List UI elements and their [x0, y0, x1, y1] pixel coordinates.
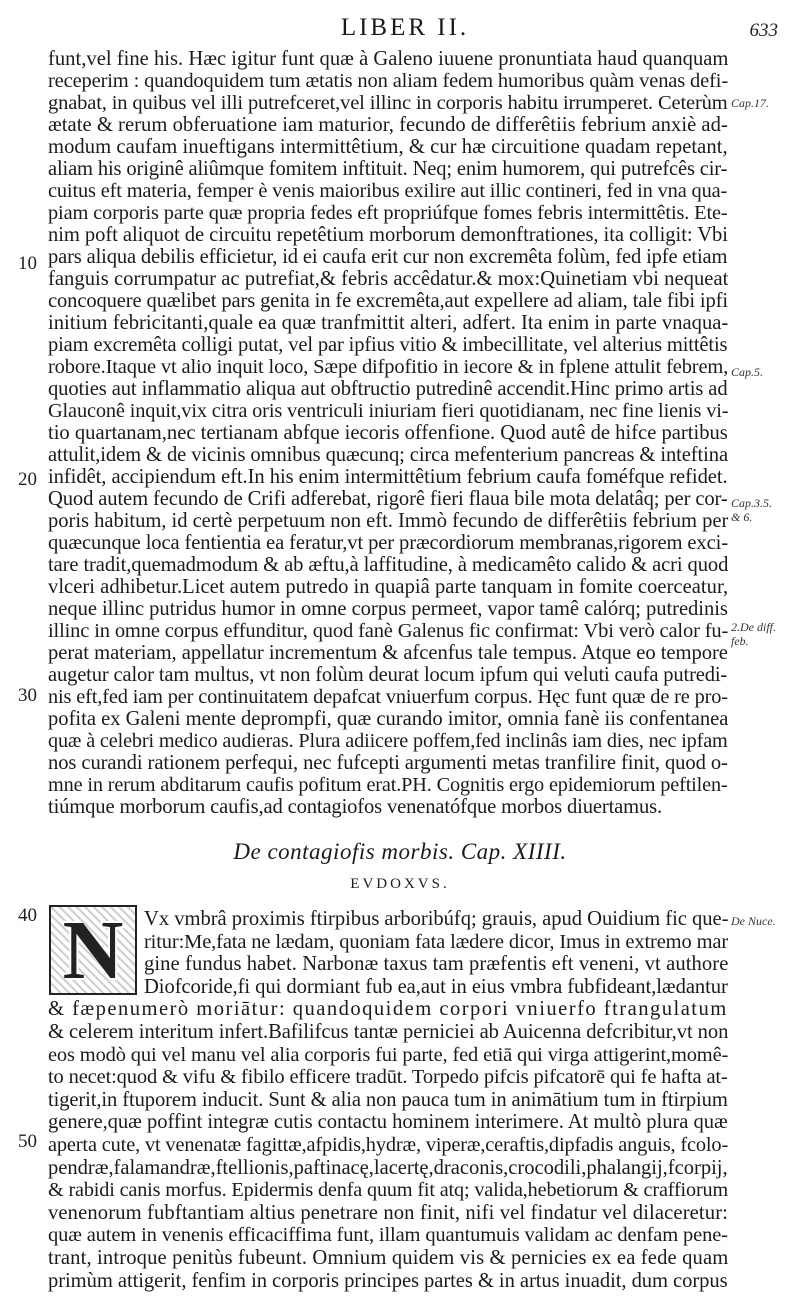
margin-note: Cap.3.5. & 6. [731, 496, 773, 524]
text-line: robore.Itaque vt alio inquit loco, Sæpe difpofitio in iecore & in fplene attulit febrem, [48, 356, 728, 378]
text-line: piam excremêta colligi putat, vel par ipfius vitio & imbecillitate, vel alterius mittêtis [48, 334, 728, 356]
text-line: & celerem interitum infert.Bafilifcus tantæ perniciei ab Auicenna defcribitur,vt non [48, 1021, 728, 1043]
text-line: neque illinc putridus humor in omne corpus permeet, vapor tamê calórq; putredinis [48, 598, 728, 620]
text-line: pendræ,falamandræ,ftellionis,paftinacę,lacertę,draconis,crocodili,phalangij,fcorpij, [48, 1156, 728, 1179]
text-line: gnabat, in quibus vel illi putrefceret,vel illinc in corporis habitu irrumperet. Ceterùm [48, 92, 728, 114]
line-number: 50 [18, 1131, 37, 1152]
text-line: nis eft,fed iam per continuitatem depafcat vniuerfum corpus. Hęc funt quæ de re pro- [48, 686, 728, 708]
decorated-initial [49, 905, 137, 995]
text-line: quæcunque loca fentientia ea feratur,vt per præcordiorum membranas,rigorem exci- [48, 532, 728, 554]
line-number: 20 [18, 469, 37, 490]
text-line: illinc in omne corpus effunditur, quod fanè Galenus fic confirmat: Vbi verò calor fu- [48, 620, 728, 642]
text-line: fanguis corrumpatur ac putrefiat,& febris accêdatur.& mox:Quinetiam vbi nequeat [48, 268, 728, 290]
text-line: Diofcoride,fi qui dormiant fub ea,aut in eius vmbra fubfideant,lædantur [144, 975, 728, 998]
text-line: quæ à celebri medico audieras. Plura adiicere poffem,fed inclinâs iam dies, nec ipfam [48, 730, 728, 752]
page-number: 633 [749, 20, 778, 41]
text-line: quoties aut inflammatio aliqua aut obftructio putredinê accendit.Hinc primo artis ad [48, 378, 728, 400]
text-line: cuitus eft materia, femper è venis maioribus exilire aut illic contineri, fed in vna qua- [48, 180, 728, 202]
text-line: Vx vmbrâ proximis ftirpibus arboribúfq; grauis, apud Ouidium fic que- [144, 908, 728, 930]
running-head: LIBER II. [340, 14, 470, 41]
text-line: concoquere quælibet pars genita in fe excremêta,aut expellere ad aliam, tale fibi ipfi [48, 290, 728, 312]
text-line: augetur calor tam multus, vt non folùm deurat locum ipfum qui veluti caufa putredi- [48, 664, 728, 686]
margin-note: Cap.5. [731, 365, 764, 379]
text-line: attulit,idem & de vicinis omnibus quæcunq; circa mefenterium pancreas & inteftina [48, 444, 728, 466]
text-line: receperim : quandoquidem tum ætatis non aliam fedem humoribus quàm venas defi- [48, 70, 728, 92]
initial-letter: N [62, 905, 124, 995]
line-number: 30 [18, 685, 37, 706]
text-line: quæ autem in venenis efficaciffima funt, illam quantumuis validam ac denfam pene- [48, 1224, 728, 1247]
text-line: perat materiam, appellatur incrementum & afcenfus tale tempus. Atque eo tempore [48, 642, 728, 664]
text-line: initium febricitanti,quale ea quæ tranfmittit alteri, adfert. Ita enim in parte vnaqua- [48, 312, 728, 334]
page-header [0, 10, 800, 44]
text-line: nos curandi rationem perfequi, nec fufcepti argumenti metas tranfilire finit, quod o- [48, 752, 728, 774]
text-line: gine fundus habet. Narbonæ taxus tam præfentis eft veneni, vt authore [144, 953, 728, 976]
text-line: venenorum fubftantiam altius penetrare non finit, nifi vel findatur vel dilaceretur: [48, 1201, 728, 1224]
text-line: to necet:quod & vifu & fibilo efficere tradūt. Torpedo pifcis pifcatorē qui fe hafta at- [48, 1066, 728, 1089]
text-line: Quod autem fecundo de Crifi adferebat, rigorê fieri flaua bile mota delatâq; per cor- [48, 488, 728, 510]
line-number: 10 [18, 253, 37, 274]
text-line: infidêt, accipiendum eft.In his enim intermittêtium febrium caufa foméfque refidet. [48, 466, 728, 488]
margin-note: 2.De diff. feb. [731, 620, 776, 648]
text-line: Glauconê inquit,vix citra oris ventriculi iniuriam fieri quotidianam, nec fine lienis vi- [48, 400, 728, 422]
margin-note: Cap.17. [731, 96, 770, 110]
text-line: trant, introque penitùs fubeunt. Omnium quidem vis & pernicies ex ea fede quam [48, 1247, 728, 1269]
text-line: aliam his originê aliûmque fomitem inftituit. Neq; enim humorem, qui putrefcês cir- [48, 158, 728, 180]
margin-note: De Nuce. [731, 914, 776, 928]
text-line: eos modò qui vel manu vel alia corporis fui parte, fed etiā qui virga attigerint,momê- [48, 1043, 728, 1066]
text-line: modum caufam inueftigans intermittêtium, & cur hæ circuitione quadam repetant, [48, 136, 728, 158]
text-line: pofita ex Galeni mente deprompfi, quæ curando imitor, omnia fanè iis confentanea [48, 708, 728, 730]
line-number: 40 [18, 905, 37, 926]
text-line: mne in rerum abditarum caufis pofitum erat.PH. Cognitis ergo epidemiorum peftilen- [48, 774, 728, 796]
text-line: tare tradit,quemadmodum & ab æftu,à laffitudine, à medicamêto calido & acri quod [48, 554, 728, 576]
text-line: tiúmque morborum caufis,ad contagiofos venenatófque morbos diuertamus. [48, 796, 663, 818]
text-line: nim poft aliquot de circuitu repetêtium morborum demonftrationes, ita colligit: Vbi [48, 224, 728, 246]
text-line: tio quartanam,nec tertianam abfque iecoris offenfione. Quod autê de hifce partibus [48, 422, 728, 444]
text-line: ritur:Me,fata ne lædam, quoniam fata lædere dicor, Imus in extremo mar [144, 930, 728, 953]
text-line: poris habitum, id certè perpetuum non eft. Immò fecundo de differêtiis febrium per [48, 510, 728, 532]
text-line: piam corporis parte quæ propria fedes eft propriúfque fomes febris intermittêtis. Ete- [48, 202, 728, 224]
text-line: funt,vel fine his. Hæc igitur funt quæ à Galeno iuuene pronuntiata haud quanquam [48, 48, 728, 70]
text-line: vlceri adhibetur.Licet autem putredo in quapiâ parte tanquam in fomite coerceatur, [48, 576, 728, 598]
text-line: tigerit,in ftuporem inducit. Sunt & alia non pauca tum in animātium tum in ftirpium [48, 1088, 728, 1111]
speaker-name: EVDOXVS. [350, 876, 450, 892]
text-line: ætate & rerum obferuatione iam maturior, fecundo de differêtiis febrium anxiè ad- [48, 114, 728, 136]
text-line: & rabidi canis morfus. Epidermis denfa quum fit atq; valida,hebetiorum & craffiorum [48, 1179, 728, 1202]
text-line: pars aliqua debilis efficietur, id ei caufa erit cur non excremêta folùm, fed ipfe etiam [48, 246, 728, 268]
chapter-heading: De contagiofis morbis. Cap. XIIII. [233, 839, 567, 864]
text-line: genere,quæ poffint integræ cutis contactu hominem interimere. At multò plura quæ [48, 1111, 728, 1134]
text-line: aperta cute, vt venenatæ fagittæ,afpidis,hydræ, viperæ,ceraftis,dipfadis anguis, fcolo- [48, 1134, 728, 1156]
text-line: & fæpenumerò moriātur: quandoquidem corpori vniuerfo ftrangulatum [48, 998, 728, 1021]
text-line: primùm attigerit, fenfim in corporis principes partes & in artus inuadit, dum corpus [48, 1269, 728, 1292]
